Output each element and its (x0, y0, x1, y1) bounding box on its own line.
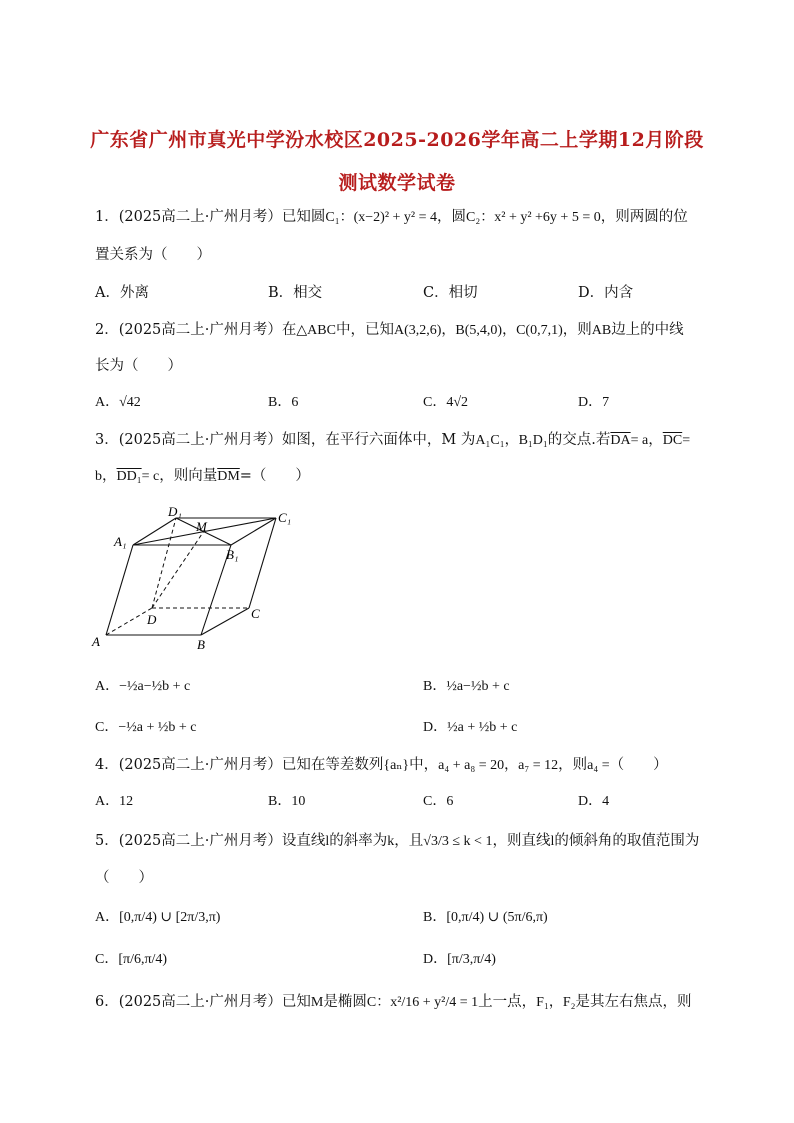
q3-option-d: D．½a + ½b + c (423, 720, 518, 735)
q4-ask: a₄ = (587, 758, 610, 773)
fig-label-m: M (196, 519, 207, 534)
q5-option-c: C．[π/6,π/4) (95, 952, 168, 967)
q3-diagonals: A₁C₁，B₁D₁ (475, 433, 548, 448)
q3-stem-line2: b，DD₁= c，则向量$\overline{DM}=$（ ） (95, 468, 310, 484)
q3-vector-dd1: DD₁ (116, 469, 142, 484)
q1-circle1: C₁：(x−2)² + y² = 4 (325, 210, 438, 225)
q2-triangle: △ABC (296, 323, 336, 338)
q5-stem-line1 (95, 829, 699, 850)
q5-stem-line2: （ ） (95, 870, 153, 886)
q3-vector-b: b (95, 469, 102, 484)
q3-eq-c: = c (141, 469, 160, 484)
q3-vector-da: $\overline{DA}$ (610, 433, 631, 448)
q4-text: 4．(2025高二上·广州月考）已知在等差数列 (95, 757, 384, 773)
q3-vector-dc: $\overline{DC}$ (662, 433, 683, 448)
q2-suffix: ，则 (562, 322, 592, 338)
q1-option-b: B．相交 (268, 285, 323, 301)
q1-mid: ，圆 (437, 209, 467, 225)
q5-text-d: ，则直线 (492, 833, 551, 849)
q1-prefix: 1．(2025高二上·广州月考）已知圆 (95, 209, 326, 225)
q1-circle2: C₂：x² + y² +6y + 5 = 0 (466, 210, 601, 225)
q4-stem (95, 753, 668, 774)
q6-text-a: 6．(2025高二上·广州月考）已知 (95, 994, 311, 1010)
q2-stem-line1 (95, 318, 684, 339)
q1-suffix: ，则两圆的位 (600, 209, 688, 225)
fig-label-d: D (147, 612, 157, 627)
q4-option-a: A．12 (95, 794, 134, 809)
q3-option-a: A．−½a−½b + c (95, 679, 191, 694)
q2-points: A(3,2,6)，B(5,4,0)，C(0,7,1) (393, 323, 563, 338)
q5-option-a: A．[0,π/4) ∪ [2π/3,π) (95, 910, 221, 925)
q6-ellipse: C：x²/16 + y²/4 = 1 (366, 995, 479, 1010)
q4-end: （ ） (609, 757, 668, 773)
q3-option-b: B．½a−½b + c (423, 679, 510, 694)
q6-stem-line1 (95, 990, 692, 1011)
q3-text-a: 3．(2025高二上·广州月考）如图，在平行六面体中，M 为 (95, 432, 476, 448)
fig-label-d1: D₁ (168, 504, 182, 519)
parallelepiped-figure (88, 500, 308, 660)
q2-stem-line2: 长为（ ） (95, 358, 182, 374)
q5-text-c: ，且 (394, 833, 424, 849)
q3-vector-dm: $\overline{DM}$ (217, 469, 240, 484)
q2-option-c: C．4√2 (423, 395, 469, 410)
fig-label-c: C (251, 606, 260, 621)
q5-line-l: l (325, 834, 330, 849)
q5-condition: √3/3 ≤ k < 1 (423, 834, 493, 849)
q3-eq-b: = (682, 433, 691, 448)
q6-text-b: 是椭圆 (323, 994, 367, 1010)
q6-point-m: M (310, 995, 324, 1010)
q1-option-c: C．相切 (423, 285, 478, 301)
q5-option-d: D．[π/3,π/4) (423, 952, 496, 967)
q3-text-c: 的交点.若 (547, 432, 611, 448)
q5-text-e: 的倾斜角的取值范围为 (554, 833, 700, 849)
q5-line-l-2: l (550, 834, 555, 849)
q1-option-a: A．外离 (95, 285, 149, 301)
q5-option-b: B．[0,π/4) ∪ (5π/6,π) (423, 910, 548, 925)
q4-condition: a₄ + a₈ = 20，a₇ = 12 (438, 758, 559, 773)
q5-text-a: 5．(2025高二上·广州月考）设直线 (95, 833, 326, 849)
exam-title-line2: 测试数学试卷 (338, 172, 456, 194)
q4-mid: 中， (409, 757, 439, 773)
q5-slope-k: k (387, 834, 395, 849)
q1-stem-line1 (95, 205, 688, 226)
q4-sequence: {aₙ} (383, 758, 410, 773)
fig-label-b: B (197, 637, 205, 652)
q2-option-a: A．√42 (95, 395, 141, 410)
q2-prefix: 2．(2025高二上·广州月考）在 (95, 322, 297, 338)
q3-text-end: =（ ） (239, 468, 310, 484)
q2-end: 边上的中线 (611, 322, 684, 338)
q4-suffix: ，则 (558, 757, 588, 773)
q6-text-c: 上一点， (478, 994, 537, 1010)
q4-option-c: C．6 (423, 794, 454, 809)
q6-foci: F₁，F₂ (536, 995, 576, 1010)
q1-stem-line2: 置关系为（ ） (95, 247, 211, 263)
exam-title-line1: 广东省广州市真光中学汾水校区2025-2026学年高二上学期12月阶段 (90, 129, 704, 151)
q2-option-d: D．7 (578, 395, 610, 410)
fig-label-a: A (92, 634, 100, 649)
q6-text-d: 是其左右焦点，则 (575, 994, 692, 1010)
q3-option-c: C．−½a + ½b + c (95, 720, 197, 735)
q2-mid: 中，已知 (335, 322, 394, 338)
q3-text-b: ，则向量 (159, 468, 218, 484)
q3-eq-a: = a (630, 433, 649, 448)
q4-option-b: B．10 (268, 794, 306, 809)
fig-label-b1: B₁ (226, 547, 239, 562)
q2-segment: AB (591, 323, 612, 338)
q5-text-b: 的斜率为 (329, 833, 388, 849)
fig-label-c1: C₁ (278, 510, 292, 525)
q4-option-d: D．4 (578, 794, 610, 809)
q2-option-b: B．6 (268, 395, 299, 410)
q1-option-d: D．内含 (578, 285, 634, 301)
q3-stem-line1: 3．(2025高二上·广州月考）如图，在平行六面体中，M 为A₁C₁，B₁D₁的交点.若$\overline{DA}= a$，$\overline{DC}=$ (95, 432, 691, 448)
fig-label-a1: A₁ (114, 534, 127, 549)
